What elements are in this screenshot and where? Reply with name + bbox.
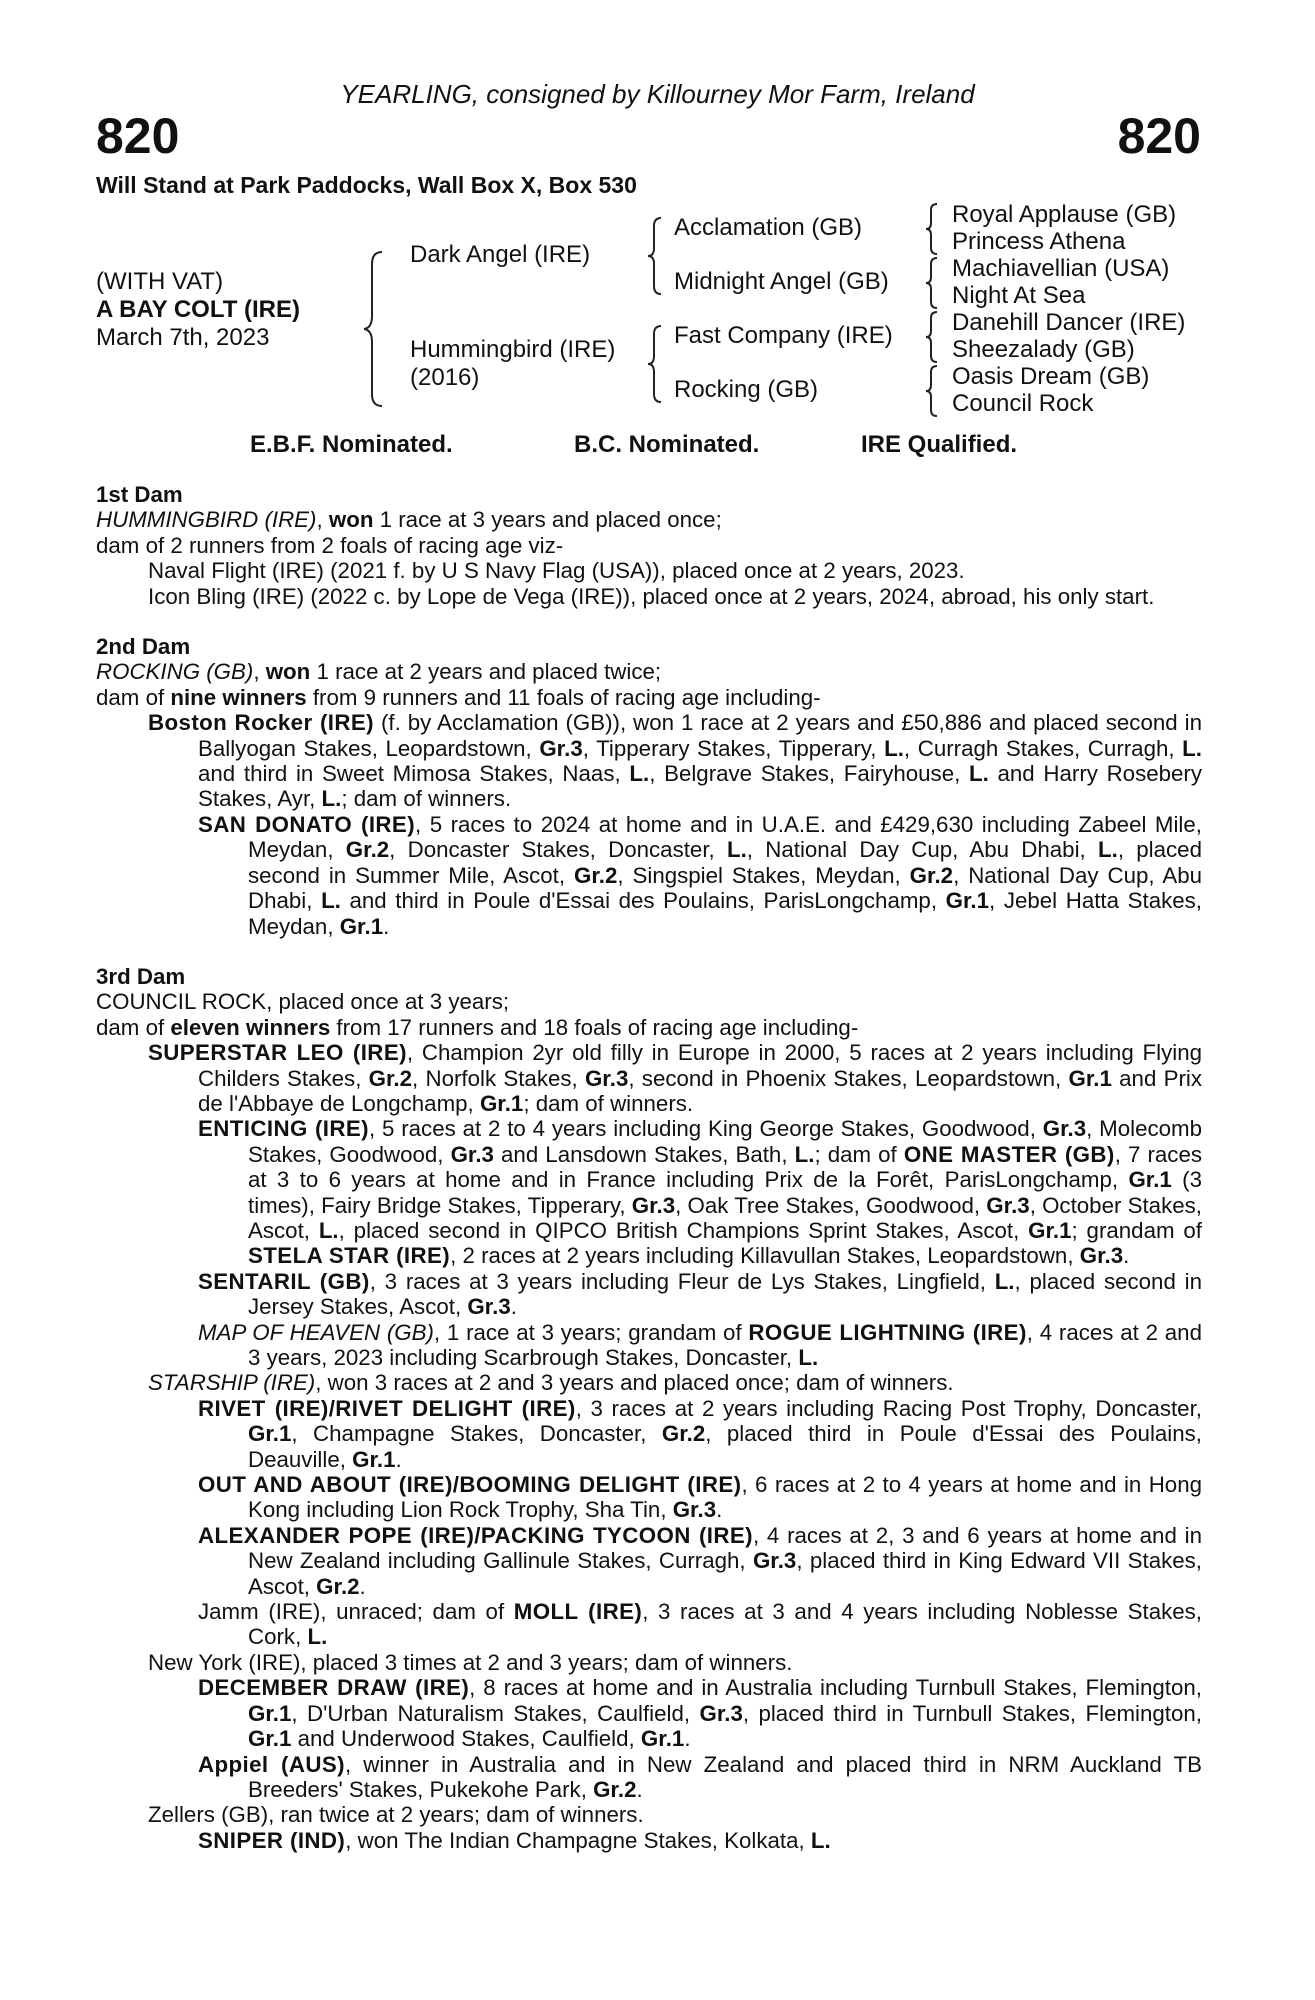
produce-entry — [96, 812, 1202, 939]
dam-dam-name: Rocking (GB) — [674, 376, 819, 403]
horse-name-bold: SUPERSTAR LEO (IRE) — [148, 1040, 407, 1066]
horse-name-bold: MOLL (IRE) — [513, 1599, 643, 1625]
section-gap — [96, 609, 1202, 634]
text-run: , placed second in Jersey Stakes, Ascot, — [248, 1268, 1202, 1320]
text-run: from 17 runners and 18 foals of racing age including- — [330, 1014, 859, 1040]
horse-name-bold: ALEXANDER POPE (IRE)/PACKING TYCOON (IRE) — [198, 1522, 753, 1548]
text-run: . — [395, 1446, 402, 1472]
text-run: , 3 races at 3 years including Fleur de Lys Stakes, Lingfield, — [369, 1268, 995, 1294]
text-run: . — [684, 1726, 691, 1752]
produce-entry — [96, 1116, 1202, 1268]
text-run: (3 times), Fairy Bridge Stakes, Tipperary, — [248, 1167, 1202, 1218]
text-run: , October Stakes, Ascot, — [248, 1192, 1202, 1243]
emphasis: L. — [726, 837, 747, 863]
text-run: . — [510, 1294, 517, 1320]
horse-name-bold: SAN DONATO (IRE) — [198, 811, 416, 837]
dam-name: Hummingbird (IRE) — [410, 336, 616, 363]
g3-ancestor: Danehill Dancer (IRE) — [952, 309, 1186, 336]
horse-name-bold: ONE MASTER (GB) — [903, 1141, 1115, 1167]
emphasis: L. — [884, 735, 904, 761]
text-run: ; dam of winners. — [523, 1090, 694, 1116]
text-run: , — [316, 507, 329, 533]
emphasis: L. — [629, 761, 650, 787]
emphasis: L. — [321, 888, 341, 914]
produce-entry — [96, 685, 1202, 710]
emphasis: Gr.1 — [1028, 1217, 1072, 1243]
emphasis: L. — [798, 1345, 819, 1370]
horse-name-bold: STELA STAR (IRE) — [248, 1243, 451, 1269]
emphasis: Gr.1 — [479, 1090, 524, 1116]
g3-ancestor: Royal Applause (GB) — [952, 201, 1177, 228]
emphasis: Gr.1 — [339, 913, 384, 939]
produce-entry — [96, 710, 1202, 812]
text-run: 1 race at 2 years and placed twice; — [310, 659, 662, 685]
text-run: and Lansdown Stakes, Bath, — [493, 1141, 795, 1167]
text-run: . — [1123, 1243, 1130, 1269]
produce-entry — [96, 1523, 1202, 1599]
text-run: ; grandam of — [1071, 1217, 1202, 1243]
emphasis: Gr.3 — [752, 1548, 797, 1574]
text-run: , Tipperary Stakes, Tipperary, — [582, 735, 885, 761]
emphasis: Gr.3 — [450, 1141, 494, 1167]
dam-section-title: 1st Dam — [96, 482, 183, 507]
emphasis: Gr.2 — [368, 1065, 413, 1091]
g3-ancestor: Princess Athena — [952, 228, 1126, 255]
horse-name-bold: RIVET (IRE)/RIVET DELIGHT (IRE) — [198, 1395, 576, 1421]
produce-entry — [96, 558, 1202, 583]
sire-name: Dark Angel (IRE) — [410, 241, 591, 268]
emphasis: Gr.3 — [986, 1192, 1030, 1218]
text-run: , Oak Tree Stakes, Goodwood, — [675, 1192, 987, 1218]
consignor-line: YEARLING, consigned by Killourney Mor Farm, Ireland — [340, 79, 975, 109]
text-run: 1 race at 3 years and placed once; — [373, 507, 722, 533]
produce-entry — [96, 584, 1202, 609]
text-run: , Jebel Hatta Stakes, Meydan, — [248, 888, 1202, 939]
g3-ancestor: Night At Sea — [952, 282, 1086, 309]
text-run: , won The Indian Champagne Stakes, Kolkata, — [345, 1827, 811, 1853]
text-run: . — [716, 1497, 723, 1523]
emphasis: Gr.1 — [945, 888, 990, 914]
horse-name-bold: OUT AND ABOUT (IRE)/BOOMING DELIGHT (IRE) — [198, 1472, 742, 1498]
emphasis: Gr.1 — [248, 1421, 292, 1447]
produce-entry — [96, 507, 1202, 532]
emphasis: Gr.3 — [584, 1065, 629, 1091]
pedigree-brace-g3b — [924, 256, 940, 310]
stand-location: Will Stand at Park Paddocks, Wall Box X, Box 530 — [96, 172, 637, 198]
foaling-date: March 7th, 2023 — [96, 324, 270, 351]
text-run: , 3 races at 3 and 4 years including Noblesse Stakes, Cork, — [248, 1599, 1203, 1650]
emphasis: L. — [321, 786, 342, 812]
produce-entry — [96, 1040, 1202, 1116]
emphasis: Gr.3 — [1079, 1243, 1124, 1269]
emphasis: L. — [307, 1624, 328, 1650]
pedigree-brace-sire — [646, 216, 664, 296]
text-run: New York (IRE), placed 3 times at 2 and 3 years; dam of winners. — [148, 1649, 793, 1675]
horse-name-bold: ENTICING (IRE) — [198, 1116, 369, 1142]
text-run: , Doncaster Stakes, Doncaster, — [389, 837, 727, 863]
emphasis: L. — [1098, 837, 1118, 863]
text-run: from 9 runners and 11 foals of racing age including- — [306, 684, 821, 710]
text-run: , 2 races at 2 years including Killavullan Stakes, Leopardstown, — [450, 1243, 1080, 1269]
horse-name-italic: MAP OF HEAVEN (GB) — [198, 1319, 434, 1345]
text-run: , National Day Cup, Abu Dhabi, — [248, 862, 1202, 914]
emphasis: won — [265, 659, 311, 685]
produce-entry — [96, 1828, 1202, 1853]
text-run: , Champagne Stakes, Doncaster, — [291, 1421, 662, 1447]
text-run: , second in Phoenix Stakes, Leopardstown, — [628, 1065, 1069, 1091]
produce-entry — [96, 1802, 1202, 1827]
emphasis: Gr.3 — [672, 1497, 717, 1523]
sire-dam-name: Midnight Angel (GB) — [674, 268, 889, 295]
emphasis: won — [328, 507, 374, 533]
emphasis: L. — [1182, 735, 1202, 761]
bc-nomination: B.C. Nominated. — [574, 431, 760, 458]
text-run: , placed third in Poule d'Essai des Poulains, Deauville, — [248, 1421, 1202, 1472]
horse-name-bold: DECEMBER DRAW (IRE) — [198, 1675, 470, 1701]
text-run: ; dam of — [814, 1141, 904, 1167]
text-run: , Belgrave Stakes, Fairyhouse, — [649, 761, 969, 787]
pedigree-brace-dam — [646, 324, 664, 404]
pedigree-brace-g3c — [924, 310, 940, 364]
text-run: , winner in Australia and in New Zealand and placed third in NRM Auckland TB Breeders' Stakes, Pukekohe Park, — [248, 1751, 1202, 1802]
produce-entry — [96, 659, 1202, 684]
dam-year: (2016) — [410, 364, 480, 391]
text-run: , National Day Cup, Abu Dhabi, — [746, 837, 1098, 863]
produce-entry — [96, 1320, 1202, 1371]
text-run: and Harry Rosebery Stakes, Ayr, — [198, 761, 1202, 812]
text-run: (f. by Acclamation (GB)), won 1 race at 2 years and £50,886 and placed second in Ballyogan Stakes, Leopardstown, — [198, 710, 1202, 761]
produce-entry — [96, 1269, 1202, 1320]
emphasis: Gr.1 — [352, 1446, 396, 1472]
text-run: dam of 2 runners from 2 foals of racing age viz- — [96, 532, 564, 558]
text-run: . — [636, 1776, 643, 1802]
text-run: . — [383, 913, 390, 939]
emphasis: L. — [810, 1827, 831, 1853]
produce-entry — [96, 989, 1202, 1014]
text-run: COUNCIL ROCK, placed once at 3 years; — [96, 989, 510, 1015]
text-run: and Prix de l'Abbaye de Longchamp, — [198, 1065, 1202, 1116]
g3-ancestor: Oasis Dream (GB) — [952, 363, 1150, 390]
text-run: and third in Sweet Mimosa Stakes, Naas, — [198, 761, 630, 787]
emphasis: Gr.2 — [316, 1573, 360, 1599]
emphasis: Gr.1 — [1128, 1167, 1172, 1193]
emphasis: Gr.2 — [573, 862, 618, 888]
emphasis: L. — [794, 1141, 815, 1167]
emphasis: L. — [994, 1268, 1015, 1294]
text-run: and third in Poule d'Essai des Poulains, ParisLongchamp, — [340, 888, 946, 914]
text-run: , 4 races at 2 and 3 years, 2023 including Scarbrough Stakes, Doncaster, — [248, 1319, 1202, 1370]
text-run: , Champion 2yr old filly in Europe in 2000, 5 races at 2 years including Flying Childers Stakes, — [198, 1040, 1202, 1091]
horse-name-bold: SNIPER (IND) — [198, 1827, 346, 1853]
dam-section-title: 2nd Dam — [96, 634, 191, 660]
emphasis: L. — [968, 761, 989, 787]
text-run: Icon Bling (IRE) (2022 c. by Lope de Vega (IRE)), placed once at 2 years, 2024, abroad, his only start. — [148, 583, 1155, 609]
text-run: , 8 races at home and in Australia including Turnbull Stakes, Flemington, — [469, 1675, 1202, 1701]
text-run: Jamm (IRE), unraced; dam of — [198, 1599, 514, 1625]
horse-name-bold: SENTARIL (GB) — [198, 1268, 370, 1294]
horse-name-italic: ROCKING (GB) — [96, 659, 254, 685]
text-run: , Singspiel Stakes, Meydan, — [617, 862, 910, 888]
ire-qualified: IRE Qualified. — [861, 431, 1018, 458]
produce-entry — [96, 1370, 1202, 1395]
produce-record — [96, 482, 1202, 1853]
text-run: , placed second in Summer Mile, Ascot, — [248, 837, 1202, 888]
text-run: , placed second in QIPCO British Champions Sprint Stakes, Ascot, — [338, 1217, 1029, 1243]
text-run: , placed third in Turnbull Stakes, Flemington, — [742, 1700, 1202, 1726]
g3-ancestor: Sheezalady (GB) — [952, 336, 1135, 363]
text-run: dam of — [96, 1014, 171, 1040]
text-run: , 5 races at 2 to 4 years including King George Stakes, Goodwood, — [368, 1116, 1043, 1142]
g3-ancestor: Council Rock — [952, 390, 1094, 417]
produce-entry — [96, 1675, 1202, 1751]
horse-name-bold: Appiel (AUS) — [198, 1751, 345, 1777]
emphasis: Gr.2 — [909, 862, 954, 888]
emphasis: Gr.2 — [661, 1421, 706, 1447]
sire-sire-name: Acclamation (GB) — [674, 214, 863, 241]
text-run: , D'Urban Naturalism Stakes, Caulfield, — [291, 1700, 700, 1726]
emphasis: Gr.2 — [593, 1776, 637, 1802]
emphasis: L. — [318, 1217, 339, 1243]
pedigree-brace-main — [362, 250, 386, 408]
produce-entry — [96, 1396, 1202, 1472]
lot-number-left: 820 — [96, 108, 180, 164]
vat-note: (WITH VAT) — [96, 268, 224, 295]
horse-name-italic: HUMMINGBIRD (IRE) — [96, 507, 317, 533]
text-run: , won 3 races at 2 and 3 years and placed once; dam of winners. — [315, 1370, 954, 1396]
text-run: , 7 races at 3 to 6 years at home and in France including Prix de la Forêt, ParisLongchamp, — [248, 1141, 1202, 1193]
emphasis: eleven winners — [170, 1014, 331, 1040]
text-run: , Curragh Stakes, Curragh, — [903, 735, 1183, 761]
emphasis: Gr.1 — [248, 1700, 292, 1726]
produce-entry — [96, 533, 1202, 558]
text-run: , 5 races to 2024 at home and in U.A.E. and £429,630 including Zabeel Mile, Meydan, — [248, 811, 1202, 863]
text-run: dam of — [96, 684, 171, 710]
emphasis: Gr.3 — [467, 1294, 511, 1320]
text-run: , 1 race at 3 years; grandam of — [433, 1319, 749, 1345]
produce-entry — [96, 1752, 1202, 1803]
horse-name: A BAY COLT (IRE) — [96, 296, 301, 323]
produce-entry — [96, 1650, 1202, 1675]
emphasis: Gr.3 — [699, 1700, 743, 1726]
horse-name-italic: STARSHIP (IRE) — [148, 1370, 316, 1396]
dam-sire-name: Fast Company (IRE) — [674, 322, 893, 349]
g3-ancestor: Machiavellian (USA) — [952, 255, 1170, 282]
pedigree-brace-g3d — [924, 364, 940, 418]
ebf-nomination: E.B.F. Nominated. — [250, 431, 453, 458]
horse-name-bold: ROGUE LIGHTNING (IRE) — [748, 1319, 1027, 1345]
text-run: and Underwood Stakes, Caulfield, — [291, 1726, 641, 1752]
emphasis: Gr.3 — [1042, 1116, 1087, 1142]
emphasis: Gr.1 — [640, 1726, 685, 1752]
text-run: Zellers (GB), ran twice at 2 years; dam of winners. — [148, 1802, 644, 1828]
emphasis: Gr.3 — [539, 735, 583, 761]
emphasis: Gr.1 — [1068, 1065, 1112, 1091]
emphasis: Gr.1 — [248, 1726, 292, 1752]
produce-entry — [96, 1015, 1202, 1040]
emphasis: Gr.2 — [345, 837, 390, 863]
produce-entry — [96, 1472, 1202, 1523]
text-run: . — [359, 1573, 366, 1599]
pedigree-brace-g3a — [924, 202, 940, 256]
text-run: , 3 races at 2 years including Racing Post Trophy, Doncaster, — [575, 1395, 1202, 1421]
text-run: , Molecomb Stakes, Goodwood, — [248, 1116, 1202, 1167]
emphasis: nine winners — [170, 684, 307, 710]
emphasis: Gr.3 — [631, 1192, 676, 1218]
text-run: ; dam of winners. — [341, 786, 512, 812]
section-gap — [96, 939, 1202, 964]
text-run: , — [253, 659, 266, 685]
produce-entry — [96, 1599, 1202, 1650]
text-run: , 6 races at 2 to 4 years at home and in Hong Kong including Lion Rock Trophy, Sha Tin, — [248, 1472, 1202, 1523]
dam-section-title: 3rd Dam — [96, 963, 186, 989]
text-run: Naval Flight (IRE) (2021 f. by U S Navy Flag (USA)), placed once at 2 years, 2023. — [148, 558, 965, 584]
text-run: , 4 races at 2, 3 and 6 years at home and in New Zealand including Gallinule Stakes, Curragh, — [248, 1522, 1202, 1574]
text-run: , placed third in King Edward VII Stakes, Ascot, — [248, 1548, 1202, 1599]
text-run: , Norfolk Stakes, — [412, 1065, 585, 1091]
lot-number-right: 820 — [1117, 108, 1201, 164]
horse-name-bold: Boston Rocker (IRE) — [148, 710, 374, 736]
